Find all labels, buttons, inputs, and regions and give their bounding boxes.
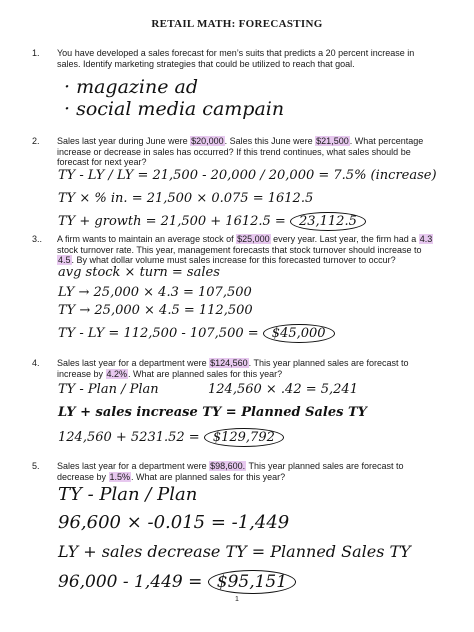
highlight: $98,600. <box>210 461 246 471</box>
question-number: 5. <box>32 461 40 471</box>
handwritten-work: LY + sales increase TY = Planned Sales TY <box>58 405 367 420</box>
page-mark: 1 <box>235 596 239 603</box>
question-text: Sales last year for a department were $98,600. This year planned sales are forecast to decrease by 1.5%. What are planned sales for this year? <box>57 461 404 482</box>
handwritten-answer: · social media campain <box>64 98 285 120</box>
highlight: 1.5% <box>109 471 131 482</box>
handwritten-work: 96,600 × -0.015 = -1,449 <box>58 512 290 533</box>
handwritten-work: 124,560 × .42 = 5,241 <box>208 382 358 397</box>
handwritten-work: TY → 25,000 × 4.5 = 112,500 <box>58 303 253 318</box>
circled-answer: $95,151 <box>208 570 296 594</box>
highlight: $25,000 <box>237 234 270 244</box>
question-number: 2. <box>32 136 40 146</box>
question-text: A firm wants to maintain an average stock of $25,000 every year. Last year, the firm had a 4.3 stock turnover rate. This year, management forecasts that stock turnover should increase to 4.5. By what dollar volume must sales increase for this forecasted turnover to occur? <box>57 234 433 265</box>
question-text: Sales last year for a department were $124,560. This year planned sales are forecast to increase by 4.2%. What are planned sales for this year? <box>57 358 409 379</box>
handwritten-work: 124,560 + 5231.52 = $129,792 <box>58 428 284 447</box>
question-number: 3.. <box>32 234 43 244</box>
handwritten-work: LY + sales decrease TY = Planned Sales TY <box>58 542 411 561</box>
handwritten-work: avg stock × turn = sales <box>58 265 220 280</box>
handwritten-work: TY - Plan / Plan <box>58 484 198 505</box>
question-number: 4. <box>32 358 40 368</box>
highlight: 4.5 <box>58 255 71 265</box>
handwritten-answer: · magazine ad <box>64 76 199 98</box>
handwritten-work: LY → 25,000 × 4.3 = 107,500 <box>58 285 252 300</box>
handwritten-work: TY × % in. = 21,500 × 0.075 = 1612.5 <box>58 191 314 206</box>
circled-answer: 23,112.5 <box>290 212 366 231</box>
question-text: You have developed a sales forecast for men’s suits that predicts a 20 percent increase in sales. Identify marketing strategies that could be utilized to reach that goal. <box>57 48 415 69</box>
handwritten-work: TY - LY = 112,500 - 107,500 = $45,000 <box>58 324 335 343</box>
circled-answer: $45,000 <box>263 324 335 343</box>
handwritten-work: TY - Plan / Plan <box>58 382 159 397</box>
highlight: 4.3 <box>419 234 433 244</box>
highlight: $20,000 <box>191 136 224 146</box>
highlight: $124,560 <box>210 358 248 368</box>
circled-answer: $129,792 <box>204 428 284 447</box>
handwritten-work: TY - LY / LY = 21,500 - 20,000 / 20,000 = 7.5% (increase) <box>58 168 437 183</box>
question-text: Sales last year during June were $20,000. Sales this June were $21,500. What percentage increase or decrease in sales has occurred? If this trend continues, what sales should be forecast for next year? <box>57 136 424 167</box>
question-number: 1. <box>32 48 40 58</box>
document-title: RETAIL MATH: FORECASTING <box>151 18 323 30</box>
highlight: 4.2% <box>106 368 128 379</box>
handwritten-work: 96,000 - 1,449 = $95,151 <box>58 570 296 594</box>
handwritten-work: TY + growth = 21,500 + 1612.5 = 23,112.5 <box>58 212 366 231</box>
highlight: $21,500 <box>316 136 349 146</box>
